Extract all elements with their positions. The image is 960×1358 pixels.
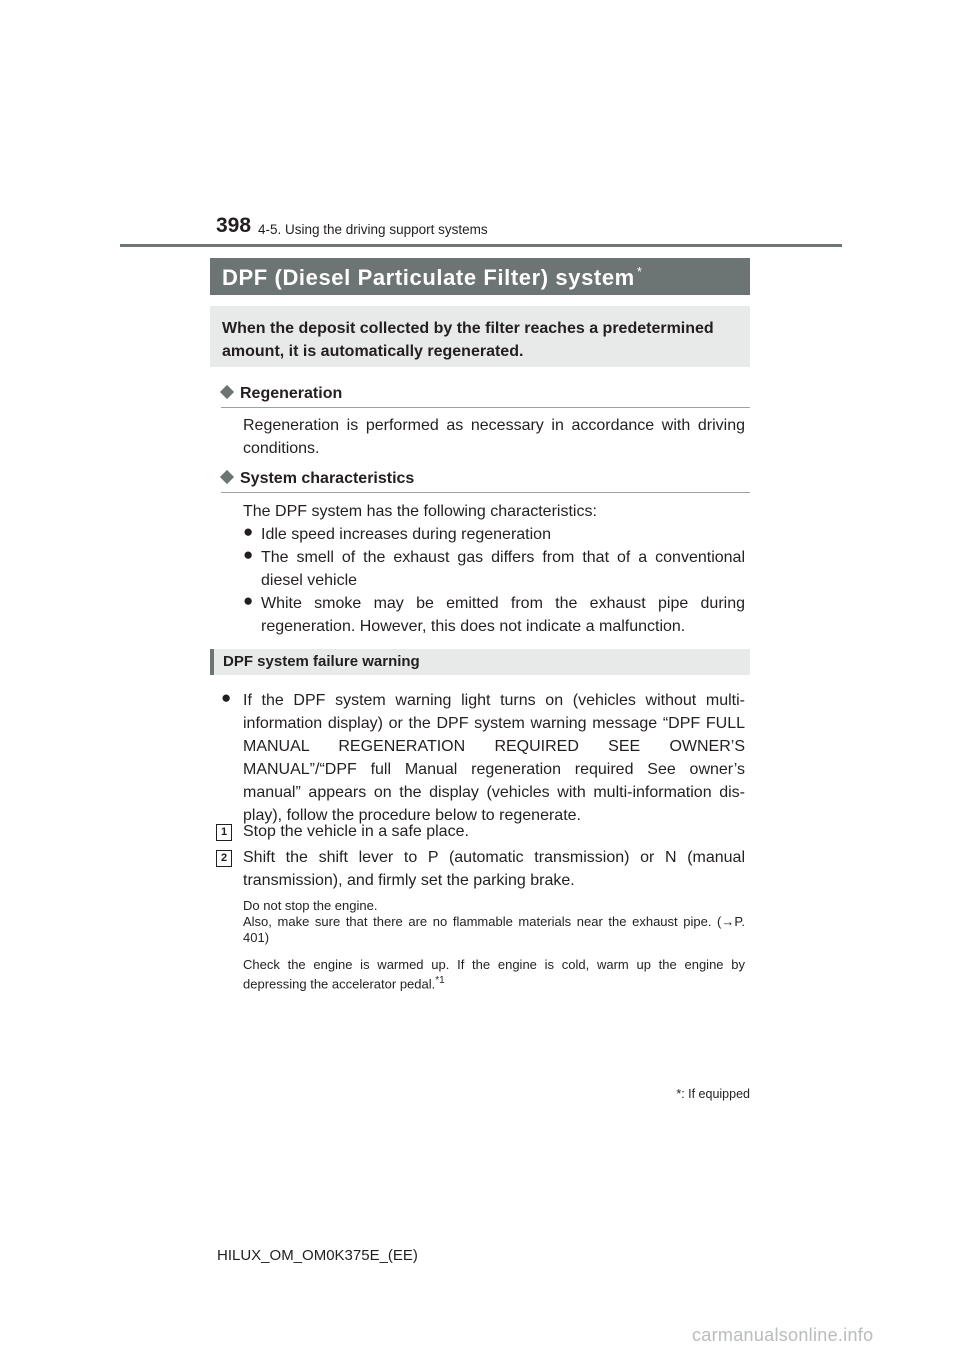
engine-warm-note — [243, 957, 745, 992]
note-line: Also, make sure that there are no flammable materials near the exhaust pipe. ( — [243, 914, 722, 929]
regeneration-divider — [221, 407, 750, 408]
failure-warning-heading: DPF system failure warning — [223, 653, 420, 670]
header-divider — [120, 244, 842, 247]
intro-box — [210, 306, 750, 367]
note-text: Check the engine is warmed up. If the engine is cold, warm up the engine by depressing the accelerator pedal. — [243, 957, 745, 992]
characteristic-item: Idle speed increases during regeneration — [261, 526, 551, 543]
section-title — [222, 264, 643, 291]
step-number-2: 2 — [216, 850, 232, 867]
intro-text: When the deposit collected by the filter reaches a predetermined amount, it is automatically regenerated. — [222, 320, 714, 360]
document-code: HILUX_OM_OM0K375E_(EE) — [217, 1247, 418, 1264]
characteristics-heading-text: System characteristics — [240, 470, 415, 487]
diamond-icon — [220, 385, 234, 399]
section-title-bar — [210, 258, 750, 295]
failure-warning-text: If the DPF system warning light turns on (vehicles without multi-information display) or the DPF system warning message “DPF FULL MANUAL REGENERATION REQUIRED SEE OWNER’S MANUAL”/“DPF full Manual regeneration required See owner’s manual” appears on the display (vehicles with multi-information dis-play), follow the procedure below to regenerate. — [243, 692, 745, 824]
page-reference: P. 401) — [243, 914, 745, 945]
failure-warning-bar — [210, 649, 750, 675]
step-number-1: 1 — [216, 824, 232, 841]
step-1-text: Stop the vehicle in a safe place. — [243, 823, 469, 840]
footnote-text: : If equipped — [681, 1087, 750, 1101]
section-title-text: DPF (Diesel Particulate Filter) system — [222, 265, 635, 290]
regeneration-heading-text: Regeneration — [240, 385, 343, 402]
page-number: 398 — [216, 214, 252, 237]
bullet-icon: ● — [243, 545, 254, 564]
diamond-icon — [220, 470, 234, 484]
footnote-ref: *1 — [435, 975, 445, 986]
characteristic-item: The smell of the exhaust gas differs from that of a conventional diesel vehicle — [261, 549, 745, 589]
step-2-note — [243, 898, 745, 946]
equipped-marker: * — [636, 264, 643, 279]
bullet-icon: ● — [243, 522, 254, 541]
footnote — [620, 1087, 750, 1101]
regeneration-heading — [221, 385, 342, 403]
arrow-icon: → — [721, 914, 735, 929]
characteristics-divider — [221, 492, 750, 493]
note-line: Do not stop the engine. — [243, 898, 378, 913]
regeneration-body: Regeneration is performed as necessary in accordance with driving conditions. — [243, 417, 745, 457]
bullet-icon: ● — [221, 688, 232, 707]
characteristic-item: White smoke may be emitted from the exhaust pipe during regeneration. However, this does not indicate a malfunction. — [261, 595, 745, 635]
warning-bar-accent — [210, 649, 214, 675]
watermark: carmanualsonline.info — [692, 1325, 874, 1345]
footnote-marker: * — [676, 1087, 682, 1101]
bullet-icon: ● — [243, 591, 254, 610]
characteristics-heading — [221, 470, 414, 488]
step-2-text: Shift the shift lever to P (automatic transmission) or N (manual transmission), and firmly set the parking brake. — [243, 849, 745, 889]
characteristics-lead: The DPF system has the following characteristics: — [243, 503, 597, 520]
section-reference: 4-5. Using the driving support systems — [258, 222, 488, 237]
